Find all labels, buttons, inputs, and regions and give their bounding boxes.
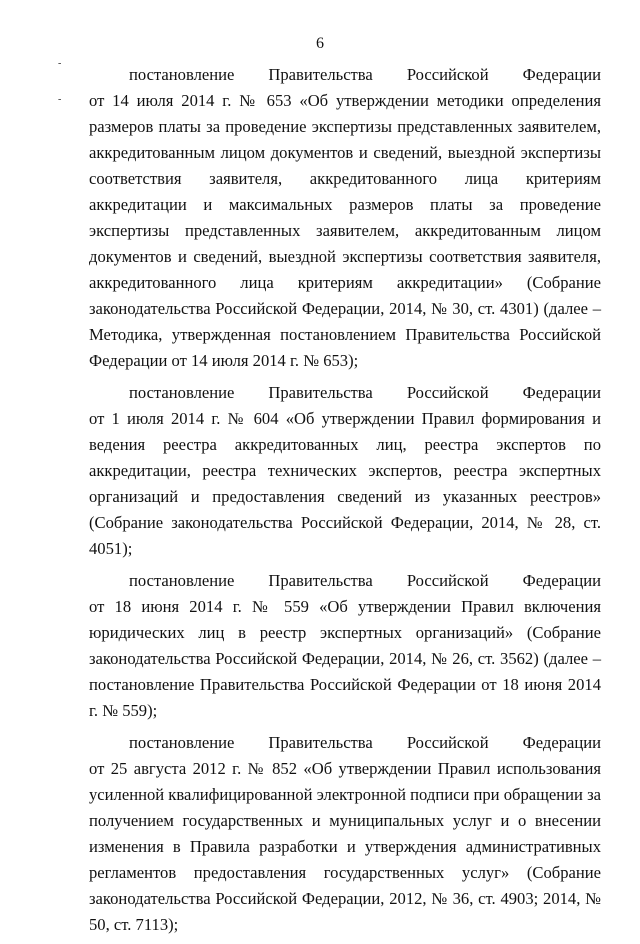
paragraph-text: от 18 июня 2014 г. № 559 «Об утверждении Правил включения юридических лиц в реестр экспертных организаций» (Собрание законодательства Российской Федерации, 2014, № 26, ст. 3562) (далее – постановление Правительства Российской Федерации от 18 июня 2014 г. № 559); [89, 597, 601, 720]
scan-mark: - [58, 94, 62, 105]
paragraph-text: от 25 августа 2012 г. № 852 «Об утверждении Правил использования усиленной квалифицированной электронной подписи при обращении за получением государственных и муниципальных услуг и о внесении изменения в Правила разработки и утверждения административных регламентов предоставления государственных услуг» (Собрание законодательства Российской Федерации, 2012, № 36, ст. 4903; 2014, № 50, ст. 7113); [89, 759, 601, 934]
paragraph-heading-line: постановление Правительства Российской Федерации [129, 733, 601, 752]
paragraph-heading-line: постановление Правительства Российской Федерации [129, 571, 601, 590]
document-body [89, 62, 601, 944]
paragraph-heading-line: постановление Правительства Российской Федерации [129, 383, 601, 402]
resolution-paragraph [89, 730, 601, 938]
page-number: 6 [316, 35, 324, 52]
paragraph-text: от 1 июля 2014 г. № 604 «Об утверждении Правил формирования и ведения реестра аккредитованных лиц, реестра экспертов по аккредитации, реестра технических экспертов, реестра экспертных организаций и предоставления сведений из указанных реестров» (Собрание законодательства Российской Федерации, 2014, № 28, ст. 4051); [89, 409, 601, 558]
scan-mark: - [58, 58, 62, 69]
resolution-paragraph [89, 380, 601, 562]
resolution-paragraph [89, 62, 601, 374]
paragraph-heading-line: постановление Правительства Российской Федерации [129, 65, 601, 84]
paragraph-text: от 14 июля 2014 г. № 653 «Об утверждении методики определения размеров платы за проведение экспертизы представленных заявителем, аккредитованным лицом документов и сведений, выездной экспертизы соответствия заявителя, аккредитованного лица критериям аккредитации и максимальных размеров платы за проведение экспертизы представленных заявителем, аккредитованным лицом документов и сведений, выездной экспертизы соответствия заявителя, аккредитованного лица критериям аккредитации» (Собрание законодательства Российской Федерации, 2014, № 30, ст. 4301) (далее – Методика, утвержденная постановлением Правительства Российской Федерации от 14 июля 2014 г. № 653); [89, 91, 601, 370]
resolution-paragraph [89, 568, 601, 724]
